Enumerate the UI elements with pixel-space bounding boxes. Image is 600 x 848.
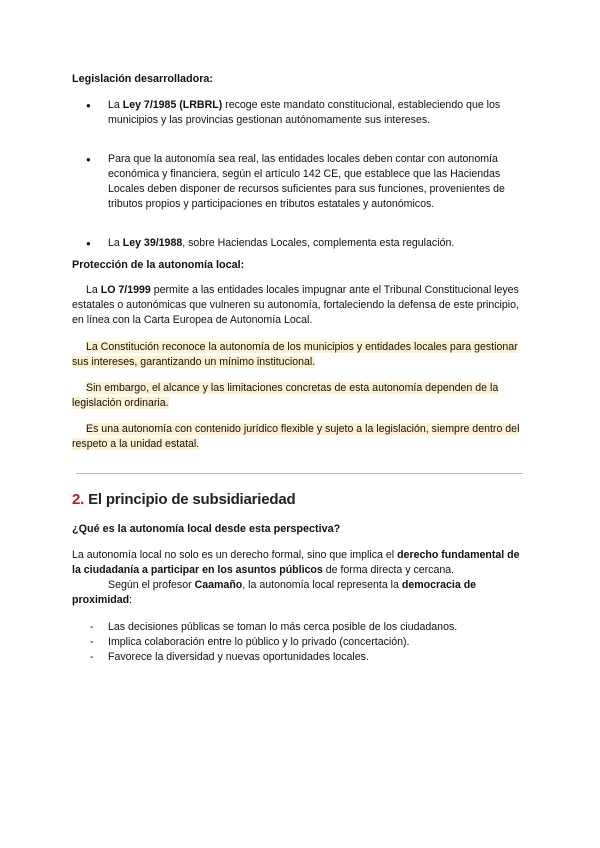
bold-name: Caamaño bbox=[194, 579, 243, 591]
highlighted-text: La Constitución reconoce la autonomía de los municipios y entidades locales para gestionar sus intereses, garantizando un mínimo institucional. bbox=[72, 341, 518, 368]
law-reference: Ley 7/1985 (LRBRL) bbox=[122, 99, 223, 111]
bullet-list-legislacion bbox=[72, 98, 528, 251]
horizontal-divider bbox=[76, 473, 523, 474]
law-reference: Ley 39/1988 bbox=[122, 237, 183, 249]
law-reference: LO 7/1999 bbox=[100, 284, 151, 296]
subsidiariedad-paragraph: La autonomía local no solo es un derecho formal, sino que implica el derecho fundamental de la ciudadanía a participar en los asuntos públicos de forma directa y cercana. Según el profesor Caamaño, la autonomía local representa la democracia de proximidad: bbox=[72, 549, 520, 606]
highlighted-text: Es una autonomía con contenido jurídico flexible y sujeto a la legislación, siempre dentro del respeto a la unidad estatal. bbox=[72, 423, 520, 450]
proteccion-paragraph: La LO 7/1999 permite a las entidades locales impugnar ante el Tribunal Constitucional leyes estatales o autonómicas que vulneren su autonomía, fortaleciendo la defensa de este principio, en línea con la Carta Europea de Autonomía Local. bbox=[72, 284, 519, 326]
list-item: ● La Ley 39/1988, sobre Haciendas Locales, complementa esta regulación. bbox=[72, 236, 528, 251]
list-item: ● La Ley 7/1985 (LRBRL) recoge este mandato constitucional, estableciendo que los municipios y las provincias gestionan autónomamente sus intereses. bbox=[72, 98, 528, 128]
bold-phrase: derecho fundamental de la ciudadanía a participar en los asuntos públicos bbox=[72, 549, 520, 576]
list-item: - Las decisiones públicas se toman lo más cerca posible de los ciudadanos. bbox=[72, 620, 528, 635]
highlighted-text: Sin embargo, el alcance y las limitaciones concretas de esta autonomía dependen de la legislación ordinaria. bbox=[72, 382, 499, 409]
section-title-text: El principio de subsidiariedad bbox=[88, 491, 296, 508]
highlight-paragraph bbox=[72, 340, 528, 370]
highlight-paragraph bbox=[72, 381, 528, 411]
section-title bbox=[72, 490, 295, 510]
list-item: ● Para que la autonomía sea real, las entidades locales deben contar con autonomía económica y financiera, según el artículo 142 CE, que establece que las Haciendas Locales deben disponer de recursos suficientes para sus funciones, provenientes de tributos propios y participaciones en tributos estatales y autonómicos. bbox=[72, 152, 528, 212]
list-item: - Implica colaboración entre lo público y lo privado (concertación). bbox=[72, 635, 528, 650]
bold-phrase: democracia de proximidad bbox=[72, 579, 477, 606]
heading-legislacion: Legislación desarrolladora: bbox=[72, 73, 214, 85]
list-item: - Favorece la diversidad y nuevas oportunidades locales. bbox=[72, 650, 528, 665]
heading-proteccion: Protección de la autonomía local: bbox=[72, 259, 245, 271]
highlight-paragraph bbox=[72, 422, 528, 452]
question-heading: ¿Qué es la autonomía local desde esta perspectiva? bbox=[72, 523, 341, 535]
dash-list bbox=[72, 620, 528, 665]
section-number: 2. bbox=[72, 491, 85, 508]
